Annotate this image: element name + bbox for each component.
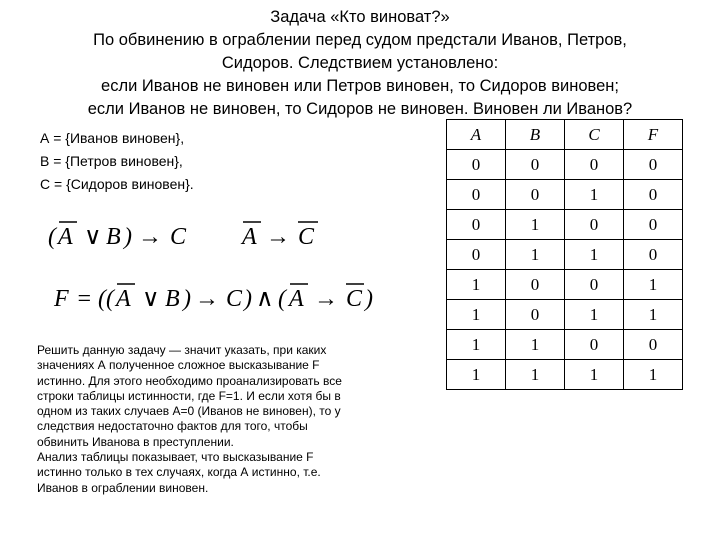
paren: ) bbox=[244, 286, 252, 312]
definition-c: С = {Сидоров виновен}. bbox=[40, 176, 194, 192]
formula-second-condition bbox=[240, 216, 330, 256]
problem-line: если Иванов не виновен, то Сидоров не виновен. Виновен ли Иванов? bbox=[87, 100, 633, 118]
definition-a: А = {Иванов виновен}, bbox=[40, 130, 185, 146]
table-row bbox=[447, 150, 683, 180]
implies-symbol: → bbox=[138, 224, 162, 250]
table-cell: 1 bbox=[565, 360, 624, 390]
header-cell: B bbox=[506, 120, 565, 150]
table-row bbox=[447, 360, 683, 390]
table-cell: 0 bbox=[506, 270, 565, 300]
table-cell: 1 bbox=[565, 300, 624, 330]
table-cell: 1 bbox=[506, 210, 565, 240]
paren: ( bbox=[48, 224, 56, 250]
table-cell: 0 bbox=[447, 240, 506, 270]
header-cell: A bbox=[447, 120, 506, 150]
table-cell: 0 bbox=[624, 240, 683, 270]
table-cell: 1 bbox=[565, 180, 624, 210]
table-cell: 0 bbox=[565, 150, 624, 180]
var-c: C bbox=[170, 224, 187, 250]
table-cell: 1 bbox=[506, 330, 565, 360]
var-a: A bbox=[58, 224, 73, 250]
table-row bbox=[447, 270, 683, 300]
table-cell: 0 bbox=[447, 210, 506, 240]
truth-table-header-row bbox=[447, 120, 683, 150]
table-cell: 0 bbox=[624, 180, 683, 210]
formula-first-condition bbox=[46, 216, 196, 256]
table-cell: 0 bbox=[565, 210, 624, 240]
implies-symbol: → bbox=[195, 286, 219, 312]
implies-symbol: → bbox=[266, 224, 290, 250]
table-cell: 0 bbox=[624, 330, 683, 360]
table-cell: 1 bbox=[565, 240, 624, 270]
table-row bbox=[447, 210, 683, 240]
paren: ) bbox=[124, 224, 132, 250]
var-f: F bbox=[54, 286, 69, 312]
or-symbol: ∨ bbox=[84, 224, 102, 250]
table-cell: 0 bbox=[565, 330, 624, 360]
table-row bbox=[447, 240, 683, 270]
table-cell: 1 bbox=[447, 300, 506, 330]
table-cell: 1 bbox=[624, 270, 683, 300]
table-row bbox=[447, 180, 683, 210]
definition-b: В = {Петров виновен}, bbox=[40, 153, 183, 169]
and-symbol: ∧ bbox=[256, 286, 274, 312]
implies-symbol: → bbox=[314, 286, 338, 312]
var-a: A bbox=[116, 286, 131, 312]
variable-definitions bbox=[40, 127, 194, 196]
problem-title: Задача «Кто виноват?» bbox=[270, 8, 450, 26]
table-cell: 1 bbox=[447, 330, 506, 360]
var-a: A bbox=[289, 286, 304, 312]
paren: ) bbox=[183, 286, 191, 312]
var-c: C bbox=[298, 224, 315, 250]
table-cell: 0 bbox=[506, 300, 565, 330]
table-cell: 1 bbox=[624, 360, 683, 390]
table-cell: 1 bbox=[447, 270, 506, 300]
problem-statement bbox=[40, 6, 680, 121]
or-symbol: ∨ bbox=[142, 286, 160, 312]
header-cell: F bbox=[624, 120, 683, 150]
table-cell: 0 bbox=[447, 150, 506, 180]
table-row bbox=[447, 300, 683, 330]
table-cell: 0 bbox=[624, 150, 683, 180]
problem-line: если Иванов не виновен или Петров виновен, то Сидоров виновен; bbox=[101, 77, 619, 95]
var-b: B bbox=[165, 286, 180, 312]
paren: ) bbox=[365, 286, 373, 312]
truth-table bbox=[446, 119, 683, 390]
formula-f bbox=[52, 278, 392, 318]
table-row bbox=[447, 330, 683, 360]
paren: ( bbox=[278, 286, 286, 312]
paren: (( bbox=[98, 286, 114, 312]
table-cell: 1 bbox=[506, 240, 565, 270]
table-cell: 0 bbox=[506, 180, 565, 210]
header-cell: C bbox=[565, 120, 624, 150]
problem-line: Сидоров. Следствием установлено: bbox=[221, 54, 499, 72]
var-b: B bbox=[106, 224, 121, 250]
table-cell: 0 bbox=[447, 180, 506, 210]
var-c: C bbox=[346, 286, 363, 312]
var-c: C bbox=[226, 286, 243, 312]
table-cell: 0 bbox=[624, 210, 683, 240]
table-cell: 0 bbox=[506, 150, 565, 180]
solution-explanation: Решить данную задачу — значит указать, при каких значениях А полученное сложное высказывание F истинно. Для этого необходимо проанализировать все строки таблицы истинности, где F=1. И если хотя бы в одном из таких случаев А=0 (Иванов не виновен), то у следствия недостаточно фактов для того, чтобы обвинить Иванова в преступлении. Анализ таблицы показывает, что высказывание F истинно только в тех случаях, когда А истинно, т.е. Иванов в ограблении виновен. bbox=[37, 343, 342, 495]
table-cell: 1 bbox=[447, 360, 506, 390]
table-cell: 1 bbox=[506, 360, 565, 390]
table-cell: 0 bbox=[565, 270, 624, 300]
equals-symbol: = bbox=[76, 286, 93, 312]
table-cell: 1 bbox=[624, 300, 683, 330]
problem-line: По обвинению в ограблении перед судом предстали Иванов, Петров, bbox=[93, 31, 627, 49]
var-a: A bbox=[242, 224, 257, 250]
